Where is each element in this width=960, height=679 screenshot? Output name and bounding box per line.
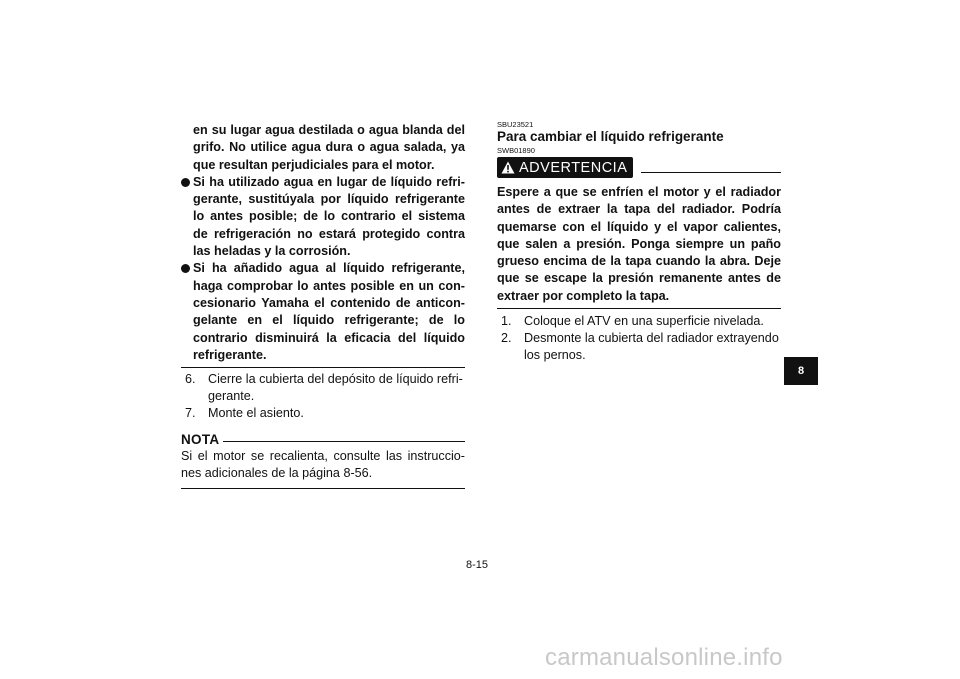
caution-bullet-2 bbox=[181, 260, 465, 364]
section-title: Para cambiar el líquido refrigerante bbox=[497, 129, 724, 144]
steps-list-left bbox=[181, 371, 465, 422]
warning-label: ADVERTENCIA bbox=[519, 159, 628, 176]
nota-title: NOTA bbox=[181, 432, 220, 448]
left-column bbox=[181, 122, 465, 489]
caution-end-rule bbox=[181, 367, 465, 368]
step-7 bbox=[181, 405, 465, 422]
caution-bullet-1 bbox=[181, 174, 465, 260]
nota-end-rule bbox=[181, 488, 465, 489]
step-2 bbox=[497, 330, 781, 364]
section-code: SBU23521 bbox=[497, 120, 534, 129]
warning-end-rule bbox=[497, 308, 781, 309]
nota-header bbox=[181, 432, 465, 447]
step-2-text: Desmonte la cubierta del radiador extrayendo los pernos. bbox=[524, 331, 779, 363]
step-1 bbox=[497, 313, 781, 330]
step-2-number: 2. bbox=[501, 331, 512, 346]
warning-rule bbox=[641, 172, 781, 173]
warning-badge bbox=[497, 157, 633, 178]
caution-continuation: en su lugar agua destilada o agua blanda del grifo. No utilice agua dura o agua salada, ya que resultan perjudiciales para el motor. bbox=[193, 123, 465, 172]
step-6-number: 6. bbox=[185, 372, 196, 387]
step-1-text: Coloque el ATV en una superficie nivelada. bbox=[524, 314, 764, 329]
caution-bullet-1-text: Si ha utilizado agua en lugar de líquido refri-gerante, sustitúyala por líquido refrigerante lo antes posible; de lo contrario el sistema de refrigeración no estará protegido contra las heladas y la corrosión. bbox=[193, 174, 465, 259]
nota-rule bbox=[223, 441, 465, 442]
bullet-icon bbox=[181, 178, 190, 187]
nota-text: Si el motor se recalienta, consulte las instruccio-nes adicionales de la página 8-56. bbox=[181, 449, 465, 481]
warning-text: Espere a que se enfríen el motor y el radiador antes de extraer la tapa del radiador. Podría quemarse con el líquido y el vapor calientes, que salen a presión. Ponga siempre un paño grueso encima de la tapa cuando la abra. Deje que se escape la presión remanente antes de extraer por completo la tapa. bbox=[497, 185, 781, 303]
bullet-icon bbox=[181, 264, 190, 273]
step-7-number: 7. bbox=[185, 406, 196, 421]
caution-bullet-2-text: Si ha añadido agua al líquido refrigerante, haga comprobar lo antes posible en un con-cesionario Yamaha el contenido de anticon-gelante en el líquido refrigerante; de lo contrario disminuirá la eficacia del líquido refrigerante. bbox=[193, 261, 465, 362]
warning-triangle-icon bbox=[501, 161, 515, 174]
warning-code: SWB01890 bbox=[497, 146, 535, 155]
steps-list-right bbox=[497, 313, 781, 364]
step-7-text: Monte el asiento. bbox=[208, 406, 304, 421]
right-column bbox=[497, 120, 781, 364]
page-number: 8-15 bbox=[466, 559, 489, 571]
warning-header bbox=[497, 157, 781, 178]
step-6 bbox=[181, 371, 465, 405]
chapter-tab: 8 bbox=[784, 357, 818, 385]
watermark: carmanualsonline.info bbox=[545, 644, 783, 671]
step-6-text: Cierre la cubierta del depósito de líquido refri-gerante. bbox=[208, 372, 463, 404]
step-1-number: 1. bbox=[501, 314, 512, 329]
